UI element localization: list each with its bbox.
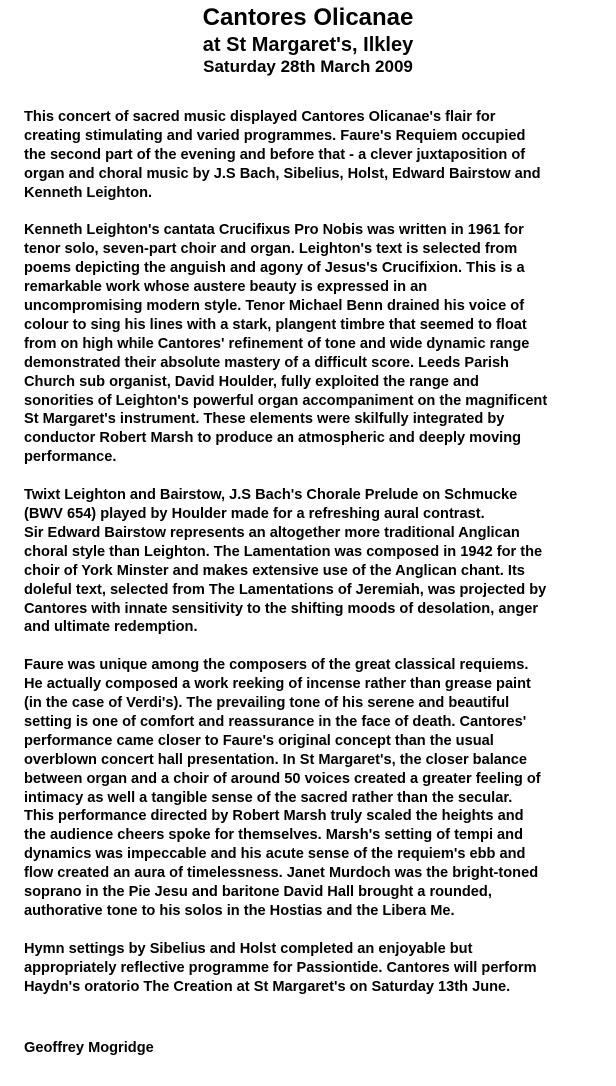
paragraph-intro: This concert of sacred music displayed Cantores Olicanae's flair for creating stimulating and varied programmes. Faure's Requiem occupied the second part of the evening and before that - a clever juxtaposition of organ and choral music by J.S Bach, Sibelius, Holst, Edward Bairstow and Kenneth Leighton. — [24, 109, 541, 201]
review-header — [0, 3, 616, 77]
paragraph-faure: Faure was unique among the composers of the great classical requiems. He actually composed a work reeking of incense rather than grease paint (in the case of Verdi's). The prevailing tone of his serene and beautiful setting is one of comfort and reassurance in the face of death. Cantores' performance came closer to Faure's original concept than the usual overblown concert hall presentation. In St Margaret's, the closer balance between organ and a choir of around 50 voices created a greater feeling of intimacy as well a tangible sense of the sacred rather than the secular. This performance directed by Robert Marsh truly scaled the heights and the audience cheers spoke for themselves. Marsh's setting of tempi and dynamics was impeccable and his acute sense of the requiem's ebb and flow created an aura of timelessness. Janet Murdoch was the bright-toned soprano in the Pie Jesu and baritone David Hall brought a rounded, authorative tone to his solos in the Hostias and the Libera Me. — [24, 657, 541, 920]
paragraph-leighton: Kenneth Leighton's cantata Crucifixus Pro Nobis was written in 1961 for tenor solo, seven-part choir and organ. Leighton's text is selected from poems depicting the anguish and agony of Jesus's Crucifixion. This is a remarkable work whose austere beauty is expressed in an uncompromising modern style. Tenor Michael Benn drained his voice of colour to sing his lines with a stark, plangent timbre that seemed to float from on high while Cantores' refinement of tone and wide dynamic range demonstrated their absolute mastery of a difficult score. Leeds Parish Church sub organist, David Houlder, fully exploited the range and sonorities of Leighton's powerful organ accompaniment on the magnificent St Margaret's instrument. These elements were skilfully integrated by conductor Robert Marsh to produce an atmospheric and deeply moving performance. — [24, 222, 548, 466]
paragraph-hymns: Hymn settings by Sibelius and Holst completed an enjoyable but appropriately reflective programme for Passiontide. Cantores will perform Haydn's oratorio The Creation at St Margaret's on Saturday 13th June. — [24, 940, 537, 995]
review-body — [24, 108, 606, 1015]
author-signature: Geoffrey Mogridge — [24, 1040, 154, 1056]
venue-subtitle: at St Margaret's, Ilkley — [202, 34, 414, 56]
review-title: Cantores Olicanae — [202, 4, 414, 31]
concert-date: Saturday 28th March 2009 — [203, 57, 413, 76]
paragraph-bach-bairstow: Twixt Leighton and Bairstow, J.S Bach's Chorale Prelude on Schmucke (BWV 654) played by Houlder made for a refreshing aural contrast. Sir Edward Bairstow represents an altogether more traditional Anglican choral style than Leighton. The Lamentation was composed in 1942 for the choir of York Minster and makes extensive use of the Anglican chant. Its doleful text, selected from The Lamentations of Jeremiah, was projected by Cantores with innate sensitivity to the shifting moods of desolation, anger and ultimate redemption. — [24, 487, 547, 636]
